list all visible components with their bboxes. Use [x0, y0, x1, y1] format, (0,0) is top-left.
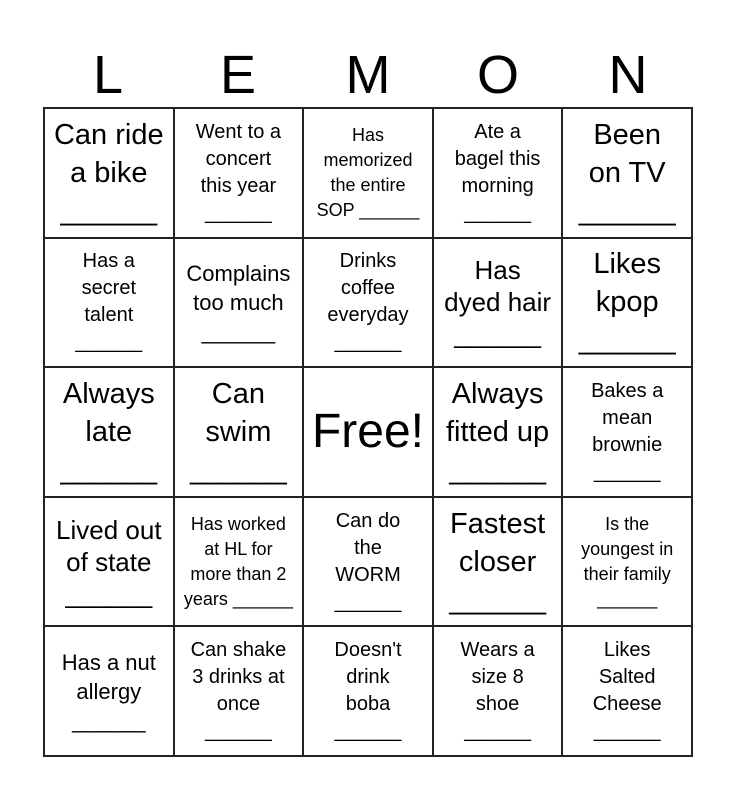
bingo-cell[interactable]: [45, 109, 175, 239]
cell-text: Has worked at HL for more than 2 years ______: [183, 513, 293, 609]
cell-text: Lived out of state ______: [56, 514, 162, 609]
bingo-cell[interactable]: [304, 498, 434, 628]
cell-text: Bakes a mean brownie ______: [591, 379, 664, 483]
cell-text: Complains too much ______: [186, 260, 291, 344]
bingo-grid: [43, 107, 693, 757]
bingo-cell[interactable]: [45, 239, 175, 369]
bingo-cell[interactable]: [175, 368, 305, 498]
cell-text: Drinks coffee everyday ______: [327, 250, 409, 354]
cell-text: Went to a concert this year ______: [195, 120, 281, 224]
bingo-cell[interactable]: [304, 627, 434, 757]
bingo-cell[interactable]: [563, 498, 693, 628]
cell-text: Has a secret talent ______: [75, 250, 143, 354]
header-letter-m: M: [345, 45, 391, 105]
header-letter-n: N: [608, 45, 648, 105]
bingo-cell[interactable]: [304, 239, 434, 369]
cell-text: Ate a bagel this morning ______: [454, 120, 541, 224]
bingo-header: [43, 44, 693, 106]
cell-text: Always late ______: [60, 377, 158, 486]
bingo-cell[interactable]: [45, 368, 175, 498]
bingo-cell[interactable]: [563, 627, 693, 757]
bingo-cell[interactable]: [175, 627, 305, 757]
bingo-cell[interactable]: [175, 239, 305, 369]
cell-text: Doesn't drink boba ______: [334, 639, 402, 743]
cell-text: Can swim ______: [190, 377, 287, 486]
cell-text: Has memorized the entire SOP ______: [316, 124, 420, 220]
cell-text: Always fitted up ______: [446, 377, 550, 486]
bingo-cell[interactable]: [434, 239, 564, 369]
cell-text: Been on TV ______: [578, 118, 676, 227]
bingo-cell[interactable]: [175, 498, 305, 628]
bingo-cell[interactable]: [563, 368, 693, 498]
bingo-cell[interactable]: [434, 627, 564, 757]
header-letter-e: E: [219, 45, 257, 105]
cell-text: Has dyed hair ______: [444, 255, 552, 350]
cell-text: Likes kpop ______: [578, 248, 676, 357]
free-space[interactable]: [304, 368, 434, 498]
cell-text: Wears a size 8 shoe ______: [460, 639, 535, 743]
bingo-cell[interactable]: [304, 109, 434, 239]
bingo-cell[interactable]: [434, 368, 564, 498]
cell-text: Has a nut allergy ______: [61, 649, 156, 733]
bingo-cell[interactable]: [45, 627, 175, 757]
bingo-cell[interactable]: [563, 239, 693, 369]
bingo-cell[interactable]: [434, 109, 564, 239]
header-letter-o: O: [476, 45, 519, 105]
cell-text: Fastest closer ______: [449, 507, 546, 616]
header-letter-l: L: [92, 45, 124, 105]
bingo-cell[interactable]: [434, 498, 564, 628]
free-space-text: Free!: [311, 404, 424, 458]
cell-text: Can do the WORM ______: [334, 509, 402, 613]
bingo-cell[interactable]: [175, 109, 305, 239]
cell-text: Likes Salted Cheese ______: [592, 639, 662, 743]
cell-text: Can ride a bike ______: [53, 118, 164, 227]
cell-text: Is the youngest in their family ______: [581, 513, 674, 609]
cell-text: Can shake 3 drinks at once ______: [190, 639, 287, 743]
bingo-cell[interactable]: [45, 498, 175, 628]
bingo-cell[interactable]: [563, 109, 693, 239]
